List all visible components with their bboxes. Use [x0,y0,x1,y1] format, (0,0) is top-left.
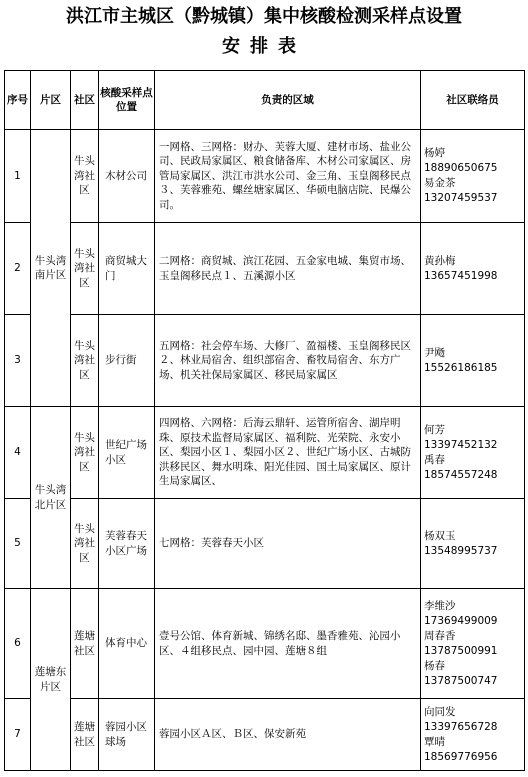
pian-cell: 牛头湾北片区 [31,407,71,589]
area-cell: 蓉园小区Ａ区、Ｂ区、保安新苑 [155,699,421,771]
site-cell: 体育中心 [99,589,155,699]
table-row [5,699,525,771]
contact-cell [421,589,525,699]
contact-cell [421,499,525,589]
contact-phone: 13397656728 [424,720,498,733]
schedule-table [4,70,525,771]
row-no: 5 [5,499,31,589]
contact-name: 向同发 [424,705,456,718]
contact-phone: 13207459537 [424,192,498,204]
contact-phone: 17369499009 [424,614,498,627]
table-row [5,499,525,589]
header-pian: 片区 [31,71,71,130]
contact-phone: 13548995737 [424,544,498,557]
contact-name: 杨婷 [424,147,445,159]
page-title: 洪江市主城区（黔城镇）集中核酸检测采样点设置 [66,6,462,27]
contact-cell [421,130,525,223]
area-cell: 七网格：芙蓉春天小区 [155,499,421,589]
contact-name: 杨双玉 [424,529,456,542]
contact-phone: 13397452132 [424,438,498,451]
site-cell: 商贸城大门 [99,223,155,315]
contact-cell [421,315,525,407]
area-cell: 五网格：社会停车场、大修厂、盈福楼、玉皇阁移民区２、林业局宿舍、组织部宿舍、畜牧局宿舍、东方广场、机关社保局家属区、移民局家属区 [155,315,421,407]
contact-cell [421,407,525,499]
she-cell: 牛头湾社区 [71,407,99,499]
site-cell: 步行街 [99,315,155,407]
contact-phone: 13787500991 [424,644,498,657]
header-site: 核酸采样点位置 [99,71,155,130]
area-cell: 二网格：商贸城、滨江花园、五金家电城、集贸市场、玉皇阁移民点１、五溪源小区 [155,223,421,315]
site-cell: 世纪广场小区 [99,407,155,499]
she-cell: 牛头湾社区 [71,223,99,315]
row-no: 7 [5,699,31,771]
contact-phone: 18890650675 [424,162,498,174]
contact-name: 尹飏 [424,346,445,359]
table-row [5,130,525,223]
contact-name: 易金茶 [424,177,456,189]
area-cell: 四网格、六网格：后海云鼎轩、运管所宿舍、湖岸明珠、原技术监督局家属区、福利院、光荣院、永安小区、梨园小区１、梨园小区２、世纪广场小区、古城防洪移民区、舞水明珠、阳光佳园、国土局家属区、原计生局家属区、 [155,407,421,499]
contact-phone: 13787500747 [424,674,498,687]
row-no: 4 [5,407,31,499]
she-cell: 莲塘社区 [71,589,99,699]
contact-cell [421,223,525,315]
contact-cell [421,699,525,771]
row-no: 2 [5,223,31,315]
area-cell: 一网格、三网格：财办、芙蓉大厦、建材市场、盐业公司、民政局家属区、粮食储备库、木材公司家属区、房管局家属区、洪江市洪水公司、金三角、玉皇阁移民点３、芙蓉雅苑、螺丝塘家属区、华硕电脑店院、民爆公司。 [155,130,421,223]
she-cell: 牛头湾社区 [71,499,99,589]
area-cell: 壹号公馆、体育新城、锦绣名邸、墨香雅苑、沁园小区、４组移民点、园中园、莲塘８组 [155,589,421,699]
site-cell: 蓉园小区球场 [99,699,155,771]
header-area: 负责的区域 [155,71,421,130]
header-row [5,71,525,130]
contact-name: 李维沙 [424,599,456,612]
contact-name: 杨春 [424,659,445,672]
header-she: 社区 [71,71,99,130]
pian-cell: 牛头湾南片区 [31,130,71,407]
contact-name: 覃晴 [424,735,445,748]
row-no: 3 [5,315,31,407]
row-no: 6 [5,589,31,699]
she-cell: 牛头湾社区 [71,130,99,223]
page-subtitle: 安排表 [222,36,306,57]
pian-cell: 莲塘东片区 [31,589,71,771]
table-row [5,589,525,699]
contact-name: 黄孙梅 [424,254,456,267]
header-contact: 社区联络员 [421,71,525,130]
she-cell: 牛头湾社区 [71,315,99,407]
row-no: 1 [5,130,31,223]
header-no: 序号 [5,71,31,130]
site-cell: 木材公司 [99,130,155,223]
contact-phone: 15526186185 [424,361,498,374]
contact-phone: 18569776956 [424,750,498,763]
contact-phone: 18574557248 [424,468,498,481]
table-row [5,223,525,315]
site-cell: 芙蓉春天小区广场 [99,499,155,589]
contact-name: 周春香 [424,629,456,642]
table-row [5,407,525,499]
contact-name: 禹春 [424,453,445,466]
she-cell: 莲塘社区 [71,699,99,771]
contact-phone: 13657451998 [424,269,498,282]
contact-name: 何芳 [424,423,445,436]
table-row [5,315,525,407]
